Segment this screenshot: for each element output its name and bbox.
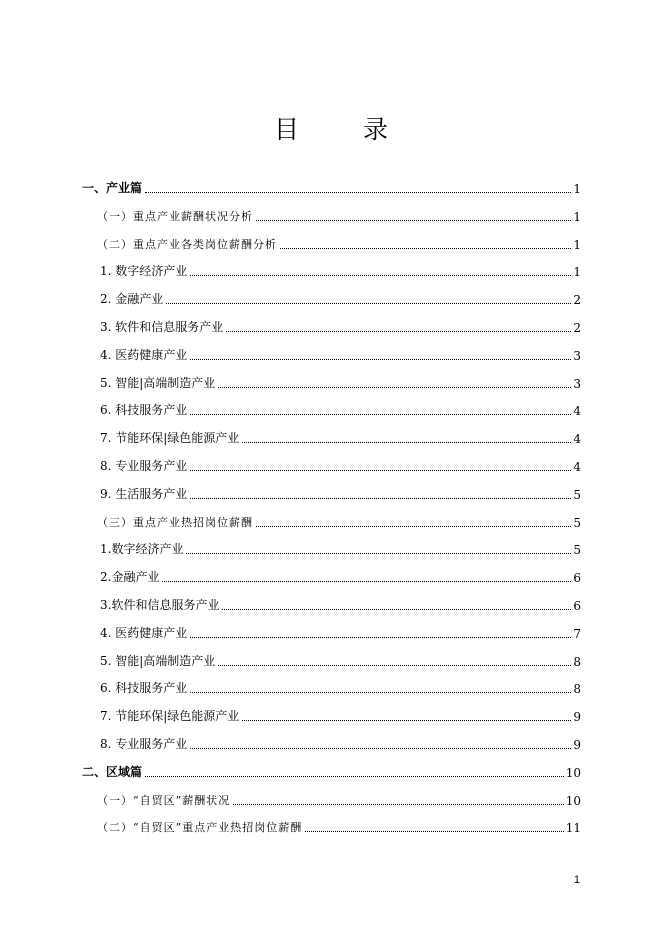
toc-leader-dots xyxy=(145,772,564,777)
toc-entry-label: 1. 数字经济产业 xyxy=(100,264,188,279)
toc-entry-page: 8 xyxy=(573,682,581,697)
toc-entry-page: 4 xyxy=(573,432,581,447)
toc-leader-dots xyxy=(162,577,571,582)
toc-leader-dots xyxy=(190,355,571,360)
toc-entry-label: 4. 医药健康产业 xyxy=(100,347,188,362)
toc-entry[interactable] xyxy=(97,512,581,530)
toc-entry-label: 8. 专业服务产业 xyxy=(100,737,188,751)
toc-leader-dots xyxy=(190,410,571,415)
toc-entry[interactable] xyxy=(100,651,581,669)
toc-entry-page: 5 xyxy=(573,543,581,558)
toc-leader-dots xyxy=(233,800,563,805)
toc-entry[interactable] xyxy=(100,428,581,446)
toc-entry[interactable] xyxy=(100,706,581,724)
toc-leader-dots xyxy=(190,466,571,471)
toc-entry-page: 6 xyxy=(573,599,581,613)
toc-entry[interactable] xyxy=(97,817,581,835)
toc-entry[interactable] xyxy=(100,623,581,641)
toc-entry-label: 6. 科技服务产业 xyxy=(100,681,188,696)
toc-leader-dots xyxy=(166,299,571,304)
toc-leader-dots xyxy=(190,744,571,749)
toc-leader-dots xyxy=(190,688,571,693)
toc-entry[interactable] xyxy=(100,567,581,585)
toc-entry-label: 1.数字经济产业 xyxy=(100,542,184,557)
toc-entry[interactable] xyxy=(100,317,581,335)
toc-leader-dots xyxy=(145,188,571,193)
toc-entry[interactable] xyxy=(100,400,581,418)
toc-entry-page: 5 xyxy=(573,515,581,530)
toc-entry-page: 2 xyxy=(573,321,581,335)
toc-entry-label: 3. 软件和信息服务产业 xyxy=(100,320,224,334)
toc-entry[interactable] xyxy=(97,206,581,224)
toc-entry[interactable] xyxy=(82,762,581,780)
toc-entry-page: 1 xyxy=(573,265,581,280)
toc-leader-dots xyxy=(222,605,571,610)
toc-entry-page: 8 xyxy=(573,654,581,669)
toc-entry[interactable] xyxy=(97,234,581,252)
toc-entry[interactable] xyxy=(100,678,581,696)
toc-leader-dots xyxy=(218,661,571,666)
toc-entry[interactable] xyxy=(97,790,581,808)
toc-entry-label: 2.金融产业 xyxy=(100,570,160,585)
toc-leader-dots xyxy=(190,494,571,499)
toc-entry-label: （二）“自贸区”重点产业热招岗位薪酬 xyxy=(97,821,303,835)
toc-entry-label: 3.软件和信息服务产业 xyxy=(100,598,220,612)
toc-entry-page: 6 xyxy=(573,571,581,586)
toc-entry-label: 一、产业篇 xyxy=(82,181,143,195)
toc-entry[interactable] xyxy=(100,539,581,557)
toc-leader-dots xyxy=(256,522,571,527)
toc-entry-page: 3 xyxy=(573,348,581,363)
toc-leader-dots xyxy=(242,438,571,443)
toc-entry-page: 7 xyxy=(573,626,581,641)
toc-entry-label: 8. 专业服务产业 xyxy=(100,459,188,473)
toc-entry[interactable] xyxy=(100,261,581,279)
toc-entry[interactable] xyxy=(100,289,581,307)
toc-leader-dots xyxy=(186,549,571,554)
toc-entry-label: （二）重点产业各类岗位薪酬分析 xyxy=(97,237,277,251)
toc-entry-page: 1 xyxy=(573,237,581,252)
toc-entry-page: 1 xyxy=(573,209,581,224)
page-title: 目 录 xyxy=(274,115,416,144)
toc-entry-page: 11 xyxy=(565,821,581,836)
toc-entry-page: 10 xyxy=(565,793,581,808)
toc-entry-label: 4. 医药健康产业 xyxy=(100,625,188,640)
toc-entry-label: 7. 节能环保|绿色能源产业 xyxy=(100,431,240,446)
toc-leader-dots xyxy=(218,383,571,388)
page-number: 1 xyxy=(573,874,580,886)
toc-entry-label: 5. 智能|高端制造产业 xyxy=(100,375,216,390)
toc-leader-dots xyxy=(305,827,563,832)
toc-entry-page: 3 xyxy=(573,376,581,391)
toc-entry-label: （三）重点产业热招岗位薪酬 xyxy=(97,515,253,529)
toc-entry-label: （一）重点产业薪酬状况分析 xyxy=(97,209,253,223)
toc-entry-label: 9. 生活服务产业 xyxy=(100,486,188,501)
toc-entry[interactable] xyxy=(100,484,581,502)
toc-leader-dots xyxy=(226,327,571,332)
toc-entry-label: 6. 科技服务产业 xyxy=(100,403,188,418)
toc-leader-dots xyxy=(190,633,571,638)
toc-entry[interactable] xyxy=(100,373,581,391)
toc-leader-dots xyxy=(190,271,571,276)
toc-entry-page: 5 xyxy=(573,487,581,502)
toc-entry-label: 二、区域篇 xyxy=(82,764,143,779)
toc-entry-page: 4 xyxy=(573,460,581,474)
toc-leader-dots xyxy=(256,216,571,221)
toc-entry-page: 4 xyxy=(573,404,581,419)
toc-entry-page: 9 xyxy=(573,738,581,752)
toc-entry-label: 7. 节能环保|绿色能源产业 xyxy=(100,709,240,724)
toc-entry[interactable] xyxy=(82,178,581,196)
toc-entry[interactable] xyxy=(100,734,581,752)
toc-entry-label: 5. 智能|高端制造产业 xyxy=(100,653,216,668)
toc-entry-label: （一）“自贸区”薪酬状况 xyxy=(97,793,231,807)
toc-leader-dots xyxy=(280,244,571,249)
toc-entry-page: 2 xyxy=(573,293,581,308)
toc-leader-dots xyxy=(242,716,571,721)
toc-entry[interactable] xyxy=(100,345,581,363)
toc-entry-label: 2. 金融产业 xyxy=(100,292,164,307)
toc-entry-page: 1 xyxy=(573,182,581,196)
toc-entry[interactable] xyxy=(100,595,581,613)
toc-entry[interactable] xyxy=(100,456,581,474)
toc-entry-page: 10 xyxy=(565,765,581,780)
toc-entry-page: 9 xyxy=(573,710,581,725)
